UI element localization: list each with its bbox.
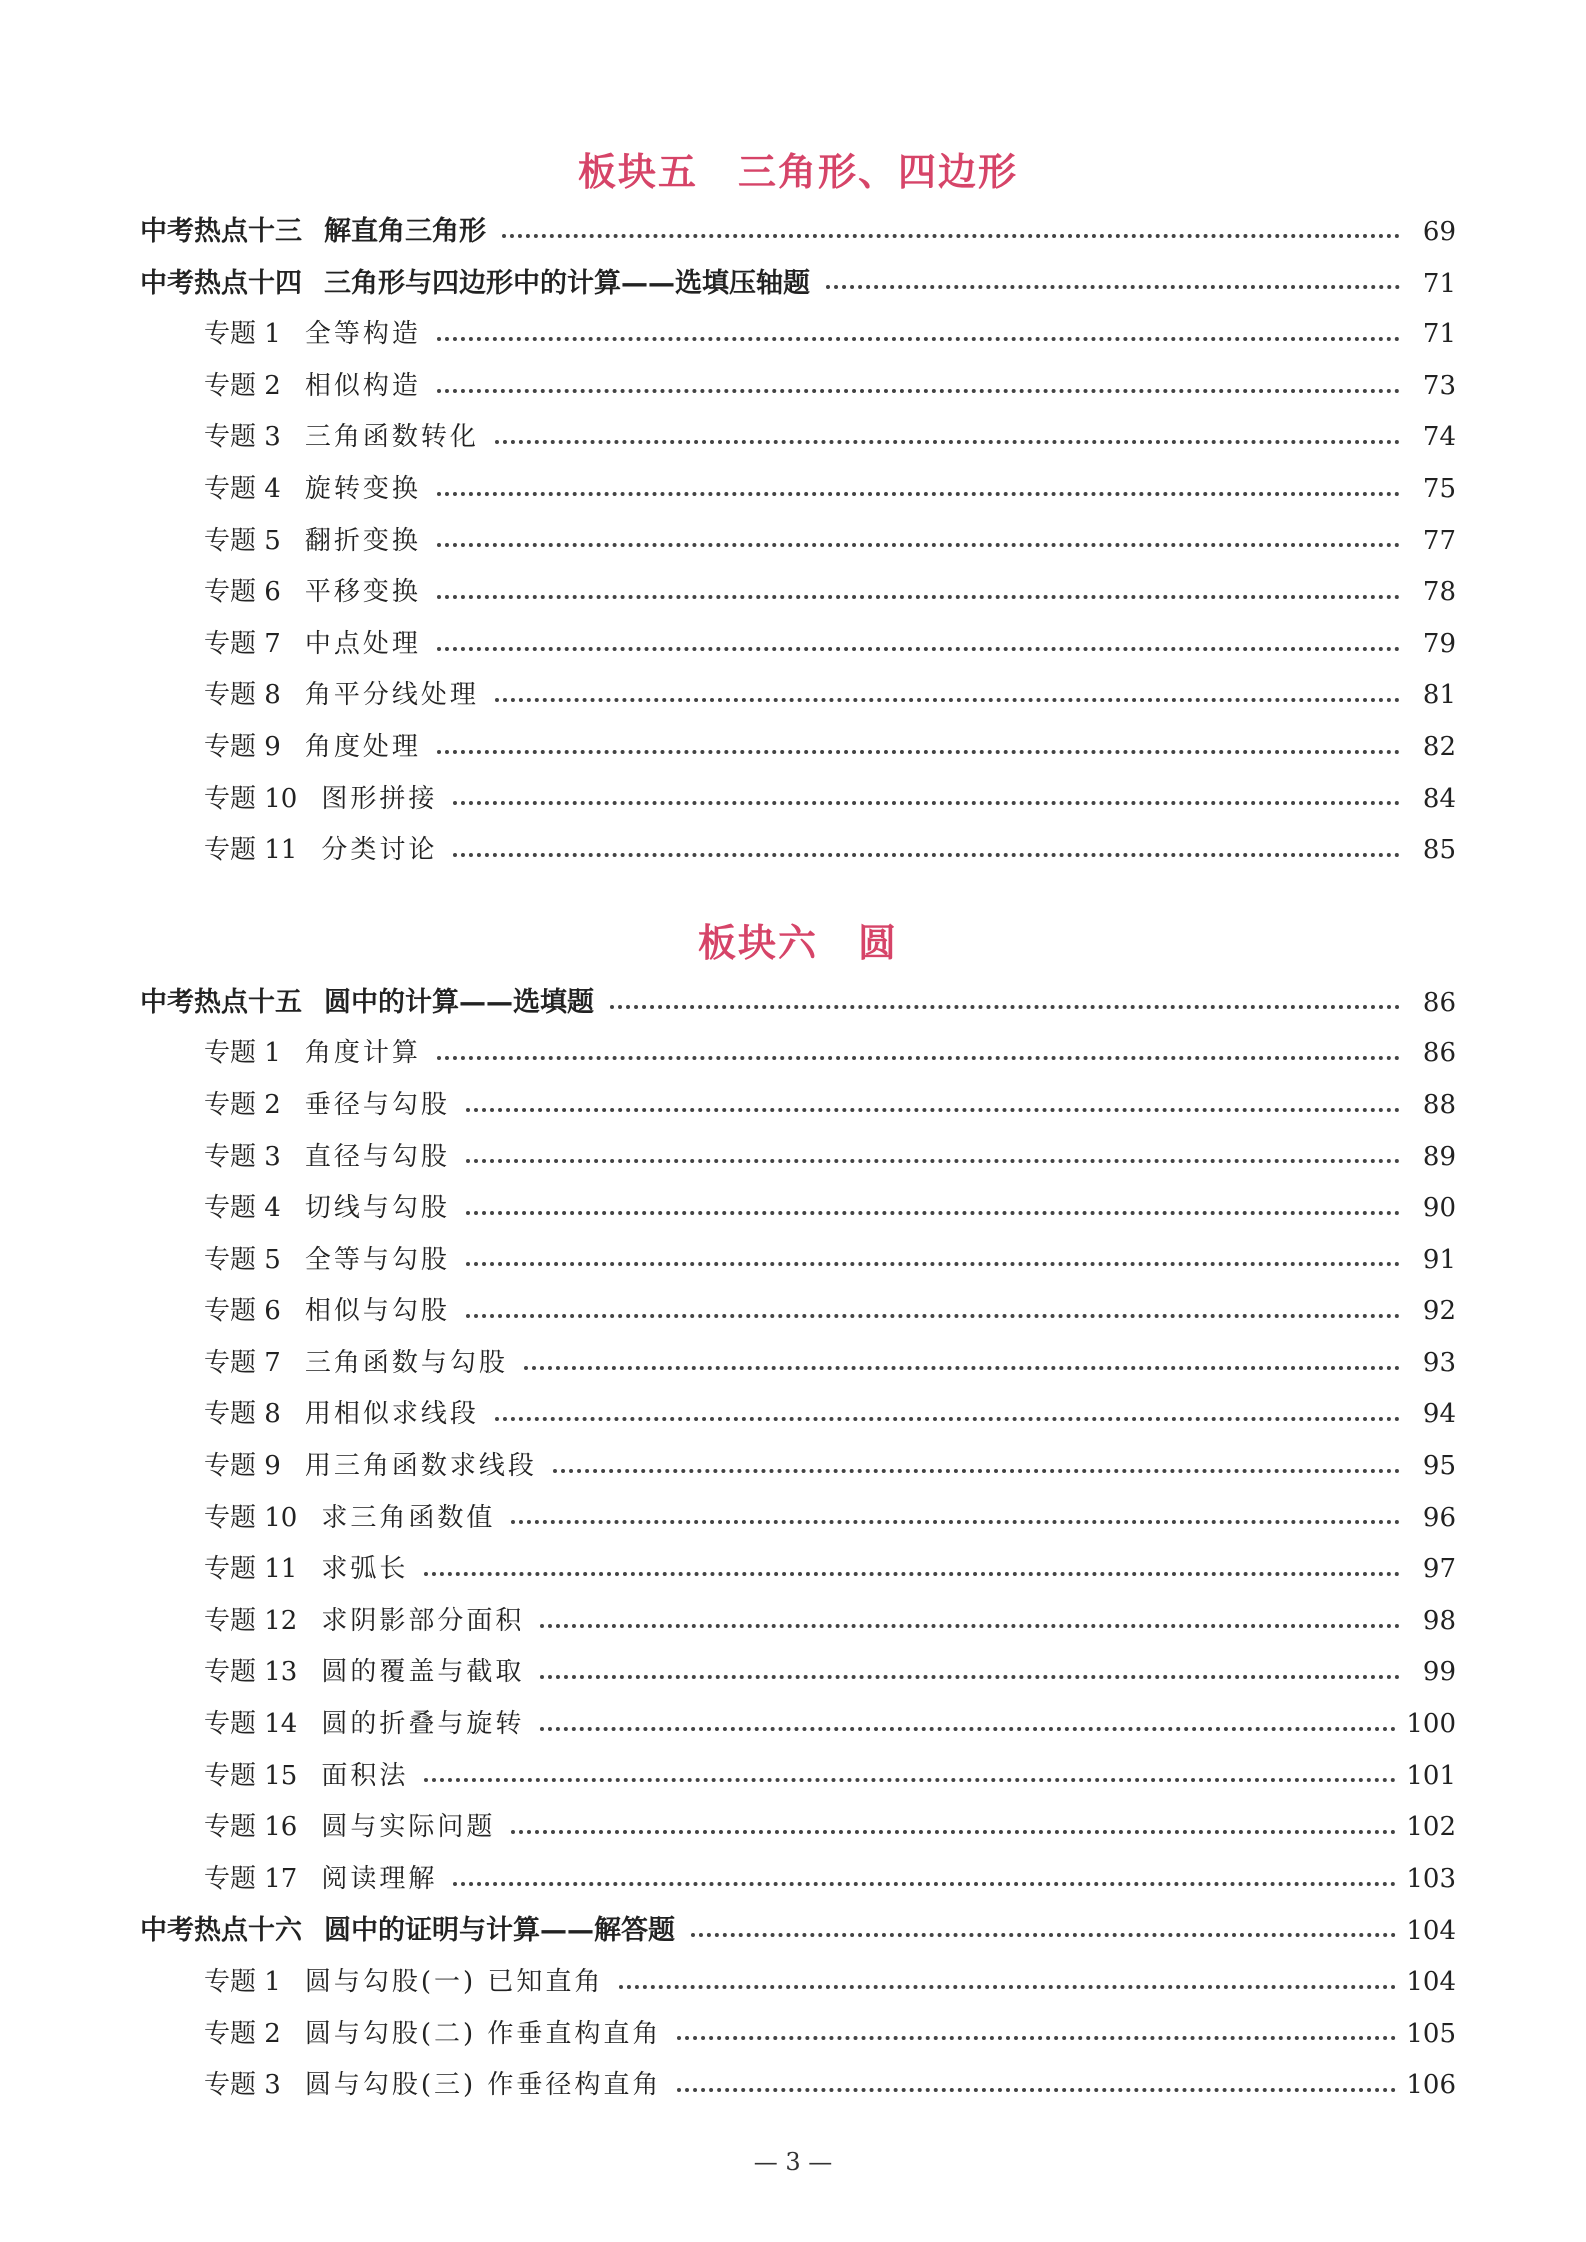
dot-leader bbox=[540, 1624, 1400, 1628]
toc-label: 专题 3 bbox=[204, 2070, 281, 2101]
dot-leader bbox=[511, 1830, 1396, 1834]
section-title-label: 板块五 bbox=[577, 150, 698, 194]
dot-leader bbox=[437, 1056, 1400, 1060]
toc-title: 切线与勾股 bbox=[304, 1193, 450, 1224]
dot-leader bbox=[453, 853, 1400, 857]
toc-label: 中考热点十五 bbox=[140, 986, 302, 1018]
toc-label: 专题 2 bbox=[204, 370, 281, 401]
toc-title: 圆与勾股(三) 作垂径构直角 bbox=[304, 2070, 662, 2101]
toc-title: 求弧长 bbox=[321, 1554, 409, 1585]
toc-title: 全等构造 bbox=[304, 319, 421, 350]
toc-title: 相似与勾股 bbox=[304, 1296, 450, 1327]
toc-label: 中考热点十六 bbox=[140, 1915, 302, 1947]
dot-leader bbox=[437, 543, 1400, 547]
toc-label: 专题 6 bbox=[204, 577, 281, 608]
toc-list bbox=[140, 977, 1456, 2112]
toc-title: 相似构造 bbox=[304, 370, 421, 401]
dot-leader bbox=[437, 750, 1400, 754]
toc-page-number: 75 bbox=[1422, 473, 1456, 504]
toc-row[interactable] bbox=[140, 1441, 1456, 1493]
toc-label: 专题 12 bbox=[204, 1605, 298, 1636]
toc-label: 中考热点十四 bbox=[140, 267, 302, 299]
toc-row[interactable] bbox=[140, 619, 1456, 671]
toc-title: 全等与勾股 bbox=[304, 1244, 450, 1275]
toc-row[interactable] bbox=[140, 206, 1456, 258]
toc-title: 圆中的证明与计算——解答题 bbox=[324, 1915, 675, 1947]
toc-page-number: 96 bbox=[1422, 1502, 1456, 1533]
toc-page-number: 91 bbox=[1422, 1244, 1456, 1275]
toc-title: 求阴影部分面积 bbox=[321, 1605, 525, 1636]
toc-page-number: 71 bbox=[1422, 268, 1456, 299]
toc-title: 角度处理 bbox=[304, 731, 421, 762]
toc-page-number: 89 bbox=[1422, 1141, 1456, 1172]
dot-leader bbox=[553, 1469, 1400, 1473]
toc-label: 专题 5 bbox=[204, 1244, 281, 1275]
toc-page-number: 94 bbox=[1422, 1399, 1456, 1430]
toc-title: 三角函数转化 bbox=[304, 422, 479, 453]
toc-label: 专题 5 bbox=[204, 525, 281, 556]
toc-title: 图形拼接 bbox=[321, 783, 438, 814]
toc-label: 专题 15 bbox=[204, 1760, 298, 1791]
toc-row[interactable] bbox=[140, 722, 1456, 774]
toc-page-number: 100 bbox=[1406, 1709, 1456, 1740]
toc-row[interactable] bbox=[140, 412, 1456, 464]
dot-leader bbox=[424, 1778, 1396, 1782]
toc-row[interactable] bbox=[140, 361, 1456, 413]
toc-label: 专题 10 bbox=[204, 1502, 298, 1533]
toc-row[interactable] bbox=[140, 1028, 1456, 1080]
toc-page-number: 95 bbox=[1422, 1451, 1456, 1482]
toc-label: 中考热点十三 bbox=[140, 216, 302, 247]
dot-leader bbox=[437, 337, 1400, 341]
toc-page-number: 73 bbox=[1422, 370, 1456, 401]
toc-row[interactable] bbox=[140, 2060, 1456, 2112]
toc-label: 专题 16 bbox=[204, 1812, 298, 1843]
toc-row[interactable] bbox=[140, 1080, 1456, 1132]
toc-page-number: 104 bbox=[1406, 1916, 1456, 1947]
toc-row[interactable] bbox=[140, 1802, 1456, 1854]
toc-label: 专题 1 bbox=[204, 1967, 281, 1997]
toc-label: 专题 8 bbox=[204, 1399, 281, 1430]
toc-row[interactable] bbox=[140, 1544, 1456, 1596]
toc-title: 面积法 bbox=[321, 1760, 409, 1791]
toc-row[interactable] bbox=[140, 1132, 1456, 1184]
dot-leader bbox=[610, 1005, 1400, 1009]
dot-leader bbox=[437, 647, 1400, 651]
dot-leader bbox=[437, 389, 1400, 393]
dot-leader bbox=[502, 234, 1400, 238]
toc-label: 专题 8 bbox=[204, 680, 281, 711]
toc-title: 圆中的计算——选填题 bbox=[324, 986, 594, 1018]
toc-page-number: 106 bbox=[1406, 2070, 1456, 2101]
dot-leader bbox=[691, 1933, 1396, 1937]
toc-label: 专题 10 bbox=[204, 783, 298, 814]
toc-page-number: 79 bbox=[1422, 628, 1456, 659]
toc-row[interactable] bbox=[140, 1699, 1456, 1751]
toc-page-number: 86 bbox=[1422, 1038, 1456, 1069]
toc-label: 专题 9 bbox=[204, 731, 281, 762]
toc-page-number: 81 bbox=[1422, 680, 1456, 711]
toc-title: 中点处理 bbox=[304, 628, 421, 659]
toc-page-number: 104 bbox=[1406, 1967, 1456, 1997]
toc-row[interactable] bbox=[140, 670, 1456, 722]
toc-row[interactable] bbox=[140, 1183, 1456, 1235]
toc-label: 专题 3 bbox=[204, 1141, 281, 1172]
toc-title: 圆的覆盖与截取 bbox=[321, 1657, 525, 1688]
dot-leader bbox=[677, 2036, 1396, 2040]
dot-leader bbox=[466, 1159, 1400, 1163]
toc-page-number: 86 bbox=[1422, 987, 1456, 1018]
dot-leader bbox=[424, 1572, 1400, 1576]
toc-page-number: 92 bbox=[1422, 1296, 1456, 1327]
toc-label: 专题 7 bbox=[204, 1347, 281, 1378]
dot-leader bbox=[495, 698, 1400, 702]
toc-title: 圆的折叠与旋转 bbox=[321, 1709, 525, 1740]
toc-page bbox=[140, 140, 1456, 2112]
section-title-text: 圆 bbox=[858, 920, 899, 965]
toc-row[interactable] bbox=[140, 1235, 1456, 1287]
toc-label: 专题 17 bbox=[204, 1863, 298, 1894]
toc-page-number: 69 bbox=[1422, 217, 1456, 247]
toc-page-number: 99 bbox=[1422, 1657, 1456, 1688]
toc-page-number: 101 bbox=[1406, 1760, 1456, 1791]
dot-leader bbox=[619, 1985, 1396, 1989]
dot-leader bbox=[453, 801, 1400, 805]
toc-title: 用三角函数求线段 bbox=[304, 1451, 537, 1482]
section-title-text: 三角形、四边形 bbox=[738, 150, 1019, 194]
toc-label: 专题 2 bbox=[204, 1089, 281, 1120]
toc-page-number: 74 bbox=[1422, 422, 1456, 453]
section-title bbox=[140, 911, 1456, 975]
toc-title: 三角形与四边形中的计算——选填压轴题 bbox=[324, 267, 810, 299]
toc-title: 圆与勾股(一) 已知直角 bbox=[304, 1967, 604, 1997]
toc-label: 专题 6 bbox=[204, 1296, 281, 1327]
toc-label: 专题 9 bbox=[204, 1451, 281, 1482]
toc-row[interactable] bbox=[140, 2009, 1456, 2061]
toc-label: 专题 11 bbox=[204, 835, 298, 866]
toc-row[interactable] bbox=[140, 258, 1456, 310]
dot-leader bbox=[495, 1417, 1400, 1421]
toc-page-number: 103 bbox=[1406, 1863, 1456, 1894]
toc-label: 专题 3 bbox=[204, 422, 281, 453]
dot-leader bbox=[466, 1211, 1400, 1215]
toc-label: 专题 11 bbox=[204, 1554, 298, 1585]
toc-row[interactable] bbox=[140, 309, 1456, 361]
toc-title: 圆与勾股(二) 作垂直构直角 bbox=[304, 2018, 662, 2049]
toc-row[interactable] bbox=[140, 516, 1456, 568]
toc-row[interactable] bbox=[140, 1493, 1456, 1545]
toc-row[interactable] bbox=[140, 1338, 1456, 1390]
page-number-footer: — 3 — bbox=[753, 2148, 833, 2176]
toc-row[interactable] bbox=[140, 1286, 1456, 1338]
toc-page-number: 105 bbox=[1406, 2018, 1456, 2049]
dot-leader bbox=[437, 595, 1400, 599]
section-title bbox=[140, 140, 1456, 204]
toc-page-number: 102 bbox=[1406, 1812, 1456, 1843]
section-title-label: 板块六 bbox=[697, 920, 818, 965]
toc-row[interactable] bbox=[140, 825, 1456, 877]
dot-leader bbox=[466, 1314, 1400, 1318]
dot-leader bbox=[524, 1366, 1400, 1370]
toc-row[interactable] bbox=[140, 1957, 1456, 2009]
dot-leader bbox=[511, 1520, 1400, 1524]
toc-row[interactable] bbox=[140, 1596, 1456, 1648]
toc-label: 专题 4 bbox=[204, 1193, 281, 1224]
toc-row[interactable] bbox=[140, 1647, 1456, 1699]
toc-page-number: 84 bbox=[1422, 783, 1456, 814]
toc-title: 直径与勾股 bbox=[304, 1141, 450, 1172]
toc-row[interactable] bbox=[140, 977, 1456, 1029]
toc-page-number: 93 bbox=[1422, 1347, 1456, 1378]
toc-title: 角度计算 bbox=[304, 1038, 421, 1069]
toc-page-number: 90 bbox=[1422, 1193, 1456, 1224]
toc-label: 专题 1 bbox=[204, 319, 281, 350]
toc-title: 用相似求线段 bbox=[304, 1399, 479, 1430]
toc-title: 翻折变换 bbox=[304, 525, 421, 556]
toc-page-number: 77 bbox=[1422, 525, 1456, 556]
toc-label: 专题 4 bbox=[204, 473, 281, 504]
dot-leader bbox=[437, 492, 1400, 496]
toc-label: 专题 2 bbox=[204, 2018, 281, 2049]
toc-label: 专题 13 bbox=[204, 1657, 298, 1688]
dot-leader bbox=[540, 1727, 1396, 1731]
dot-leader bbox=[466, 1262, 1400, 1266]
dot-leader bbox=[677, 2088, 1396, 2092]
toc-page-number: 71 bbox=[1422, 319, 1456, 350]
toc-row[interactable] bbox=[140, 567, 1456, 619]
toc-title: 三角函数与勾股 bbox=[304, 1347, 508, 1378]
dot-leader bbox=[453, 1882, 1396, 1886]
toc-title: 阅读理解 bbox=[321, 1863, 438, 1894]
toc-row[interactable] bbox=[140, 774, 1456, 826]
toc-label: 专题 7 bbox=[204, 628, 281, 659]
toc-row[interactable] bbox=[140, 1854, 1456, 1906]
toc-title: 解直角三角形 bbox=[324, 216, 486, 247]
toc-title: 圆与实际问题 bbox=[321, 1812, 496, 1843]
toc-title: 求三角函数值 bbox=[321, 1502, 496, 1533]
toc-title: 旋转变换 bbox=[304, 473, 421, 504]
toc-label: 专题 14 bbox=[204, 1709, 298, 1740]
toc-list bbox=[140, 206, 1456, 877]
dot-leader bbox=[495, 440, 1400, 444]
toc-page-number: 98 bbox=[1422, 1605, 1456, 1636]
toc-page-number: 82 bbox=[1422, 731, 1456, 762]
toc-page-number: 78 bbox=[1422, 577, 1456, 608]
toc-label: 专题 1 bbox=[204, 1038, 281, 1069]
toc-title: 角平分线处理 bbox=[304, 680, 479, 711]
toc-page-number: 97 bbox=[1422, 1554, 1456, 1585]
dot-leader bbox=[466, 1108, 1400, 1112]
dot-leader bbox=[540, 1675, 1400, 1679]
toc-title: 垂径与勾股 bbox=[304, 1089, 450, 1120]
toc-row[interactable] bbox=[140, 1905, 1456, 1957]
toc-page-number: 88 bbox=[1422, 1089, 1456, 1120]
dot-leader bbox=[826, 285, 1400, 289]
toc-row[interactable] bbox=[140, 1389, 1456, 1441]
toc-row[interactable] bbox=[140, 464, 1456, 516]
toc-page-number: 85 bbox=[1422, 835, 1456, 866]
toc-title: 分类讨论 bbox=[321, 835, 438, 866]
toc-title: 平移变换 bbox=[304, 577, 421, 608]
toc-row[interactable] bbox=[140, 1751, 1456, 1803]
